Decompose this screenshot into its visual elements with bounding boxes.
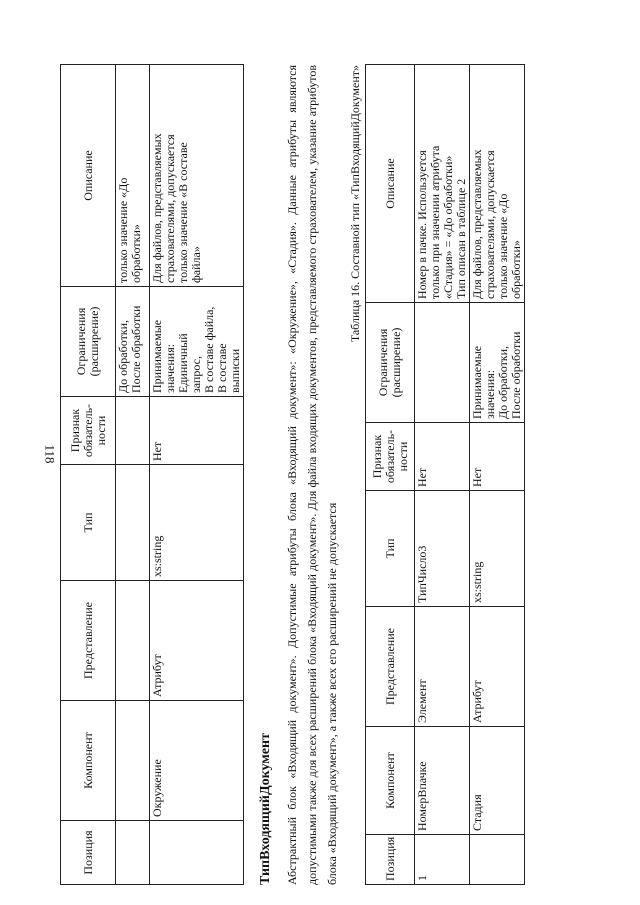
table-row xyxy=(150,65,244,885)
cell-representation: Атрибут xyxy=(470,607,525,727)
cell-required: Нет xyxy=(470,423,525,491)
constraint-line: В составе файла, xyxy=(202,306,216,393)
description-line: обработки» xyxy=(129,224,143,283)
description-line: Номер в пачке. Используется xyxy=(415,150,429,299)
description-line: только при значении атрибута xyxy=(428,145,442,299)
table-caption: Таблица 16. Составной тип «ТипВходящийДокумент» xyxy=(348,65,362,343)
description-line: страхователями, допускается xyxy=(483,150,497,299)
constraint-line: До обработки, xyxy=(496,345,510,419)
attributes-table-continued xyxy=(60,64,244,885)
cell-component: Стадия xyxy=(470,727,525,835)
table-row xyxy=(116,65,150,885)
cell-type: ТипЧисло3 xyxy=(415,491,470,607)
cell-required xyxy=(116,397,150,465)
cell-description xyxy=(415,65,470,303)
description-line: файла» xyxy=(189,246,203,283)
header-component: Компонент xyxy=(61,701,116,821)
cell-representation: Элемент xyxy=(415,607,470,727)
description-line: только значение «До xyxy=(116,177,130,283)
constraint-line: значения: xyxy=(163,343,177,393)
cell-description xyxy=(470,65,525,303)
header-representation: Представление xyxy=(61,581,116,701)
cell-constraints xyxy=(470,303,525,423)
header-representation: Представление xyxy=(366,607,415,727)
constraint-line: Принимаемые xyxy=(150,319,164,393)
cell-position xyxy=(470,835,525,885)
cell-description xyxy=(150,65,244,287)
constraint-line: До обработки, xyxy=(116,319,130,393)
header-type: Тип xyxy=(366,491,415,607)
cell-type xyxy=(116,465,150,581)
constraint-line: значения: xyxy=(483,369,497,419)
incoming-document-type-table xyxy=(365,64,525,885)
rotated-page-content xyxy=(60,65,523,885)
section-heading: ТипВходящийДокумент xyxy=(258,733,273,885)
constraint-line: выписки xyxy=(228,348,242,393)
header-position: Позиция xyxy=(61,821,116,885)
constraint-line: В составе xyxy=(215,343,229,393)
description-line: Тип описан в таблице 2 xyxy=(454,178,468,299)
description-line: страхователями, допускается xyxy=(163,134,177,283)
description-line: обработки» xyxy=(509,240,523,299)
constraint-line: запрос, xyxy=(189,356,203,393)
table-header-row xyxy=(366,65,415,885)
header-description: Описание xyxy=(366,65,415,303)
cell-component: Окружение xyxy=(150,701,244,821)
description-line: только значение «До xyxy=(496,193,510,299)
table-header-row xyxy=(61,65,116,885)
cell-required: Нет xyxy=(150,397,244,465)
constraint-line: После обработки xyxy=(509,331,523,419)
page-number: 118 xyxy=(42,444,58,464)
section-paragraph: Абстрактный блок «Входящий документ». Допустимые атрибуты блока «Входящий документ»: «Окружение», «Стадия». Данные атрибуты являются допустимыми также для всех расширений блока «Входящий документ». Для файла входящих документов, представляемого страхователем, указание атрибутов блока «Входящий документ», а также всех его расширений не допускается xyxy=(285,65,339,885)
cell-constraints xyxy=(150,287,244,397)
header-component: Компонент xyxy=(366,727,415,835)
cell-representation xyxy=(116,581,150,701)
cell-constraints xyxy=(116,287,150,397)
cell-position xyxy=(150,821,244,885)
constraint-line: Принимаемые xyxy=(470,345,484,419)
description-line: только значение «В составе xyxy=(176,142,190,283)
description-line: Для файлов, представляемых xyxy=(470,149,484,299)
constraint-line: После обработки xyxy=(129,305,143,393)
header-constraints: Ограничения (расширение) xyxy=(61,287,116,397)
cell-constraints xyxy=(415,303,470,423)
table-row xyxy=(470,65,525,885)
header-required: Признак обязатель-ности xyxy=(61,397,116,465)
cell-type: xs:string xyxy=(470,491,525,607)
cell-component: НомерВпачке xyxy=(415,727,470,835)
header-type: Тип xyxy=(61,465,116,581)
header-constraints: Ограничения (расширение) xyxy=(366,303,415,423)
constraint-line: Единичный xyxy=(176,333,190,393)
cell-type: xs:string xyxy=(150,465,244,581)
description-line: «Стадия» = «До обработки» xyxy=(441,155,455,299)
cell-representation: Атрибут xyxy=(150,581,244,701)
table-row xyxy=(415,65,470,885)
header-description: Описание xyxy=(61,65,116,287)
cell-component xyxy=(116,701,150,821)
cell-required: Нет xyxy=(415,423,470,491)
cell-position: 1 xyxy=(415,835,470,885)
header-position: Позиция xyxy=(366,835,415,885)
cell-description xyxy=(116,65,150,287)
description-line: Для файлов, представляемых xyxy=(150,133,164,283)
cell-position xyxy=(116,821,150,885)
header-required: Признак обязатель-ности xyxy=(366,423,415,491)
